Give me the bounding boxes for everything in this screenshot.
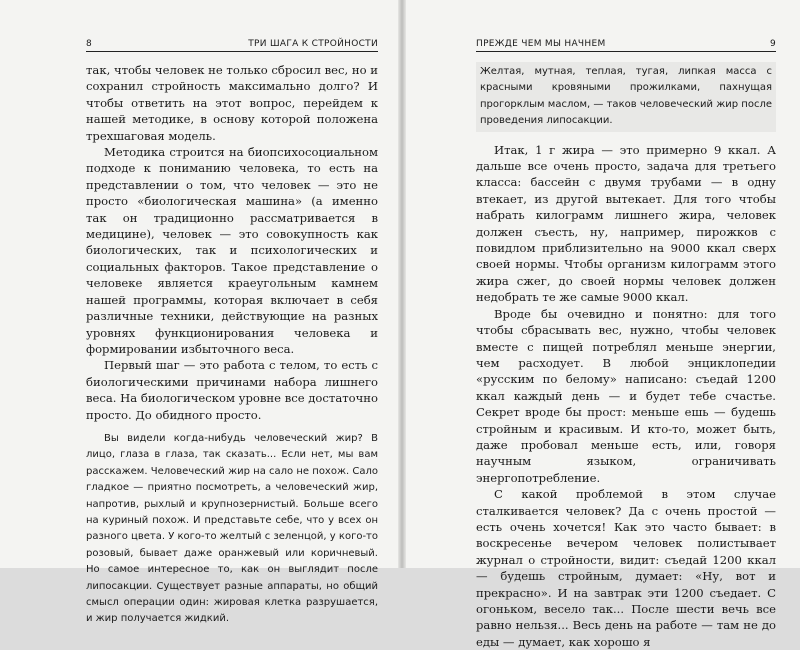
left-running-head: [86, 36, 378, 52]
left-page-number: 8: [86, 39, 93, 49]
left-running-title: ТРИ ШАГА К СТРОЙНОСТИ: [248, 39, 378, 49]
left-paragraph: так, чтобы человек не только сбросил вес, но и сохранил стройность максимально долго? И чтобы ответить на этот вопрос, перейдем к нашей методике, в основу которой положена трехшаговая модель.: [86, 63, 378, 143]
right-running-head: [476, 36, 776, 52]
right-sans-paragraph: Желтая, мутная, теплая, тугая, липкая масса с красными кровяными прожилками, пахнущая прогорклым маслом, — таков человеческий жир после проведения липосакции.: [476, 62, 776, 132]
right-body-text: [476, 62, 776, 650]
right-running-title: ПРЕЖДЕ ЧЕМ МЫ НАЧНЕМ: [476, 39, 606, 49]
right-page: [406, 0, 800, 649]
left-paragraph: Методика строится на биопсихосоциальном подходе к пониманию человека, то есть на представлении о том, что человек — это не просто «биологическая машина» (а именно так он традиционно рассматривается в медицине), человек — это совокупность как биологических, так и психологических и социальных факторов. Такое представление о человеке является краеугольным камнем нашей программы, которая включает в себя различные техники, действующие на разных уровнях функционирования человека и формировании избыточного веса.: [86, 145, 378, 356]
book-gutter: [398, 0, 406, 568]
right-paragraph: Вроде бы очевидно и понятно: для того чтобы сбрасывать вес, нужно, чтобы человек вместе с пищей потреблял меньше энергии, чем расходует. В любой энциклопедии «русским по белому» написано: съедай 1200 ккал каждый день — и будет тебе счастье. Секрет вроде бы прост: меньше ешь — будешь стройным и красивым. И кто-то, может быть, даже пробовал меньше есть, или, говоря научным языком, ограничивать энергопотребление.: [476, 306, 776, 485]
left-sans-paragraph: Вы видели когда-нибудь человеческий жир? В лицо, глаза в глаза, так сказать... Если нет, мы вам расскажем. Человеческий жир на сало не похож. Сало гладкое — приятно посмотреть, а человеческий жир, напротив, рыхлый и крупнозернистый. Больше всего на куриный похож. И представьте себе, что у всех он разного цвета. У кого-то желтый с зеленцой, у кого-то розовый, бывает даже оранжевый или коричневый. Но самое интересное то, как он выглядит после липосакции. Существует разные аппараты, но общий смысл операции один: жировая клетка разрушается, и жир получается жидкий.: [86, 432, 378, 625]
left-paragraph: Первый шаг — это работа с телом, то есть с биологическими причинами набора лишнего веса. На биологическом уровне все достаточно просто. До обидного просто.: [86, 358, 378, 422]
left-body-text: [86, 62, 378, 628]
left-page: [0, 0, 398, 625]
right-page-number: 9: [769, 39, 776, 49]
right-paragraph: Итак, 1 г жира — это примерно 9 ккал. А дальше все очень просто, задача для третьего класса: бассейн с двумя трубами — в одну втекает, из другой вытекает. Для того чтобы набрать килограмм лишнего жира, человек должен съесть, ну, например, пирожков с повидлом приблизительно на 9000 ккал сверх своей нормы. Чтобы организм килограмм этого жира сжег, до своей нормы человек должен недобрать те же самые 9000 ккал.: [476, 142, 776, 305]
right-paragraph: С какой проблемой в этом случае сталкивается человек? Да с очень простой — есть очень хочется! Как это часто бывает: в воскресенье вечером человек полистывает журнал о стройности, видит: съедай 1200 ккал — будешь стройным, думает: «Ну, вот и прекрасно». И на завтрак эти 1200 съедает. С огоньком, весело так... После шести вечь все равно нельзя... Весь день на работе — там не до еды — думает, как хорошо я: [476, 487, 776, 649]
